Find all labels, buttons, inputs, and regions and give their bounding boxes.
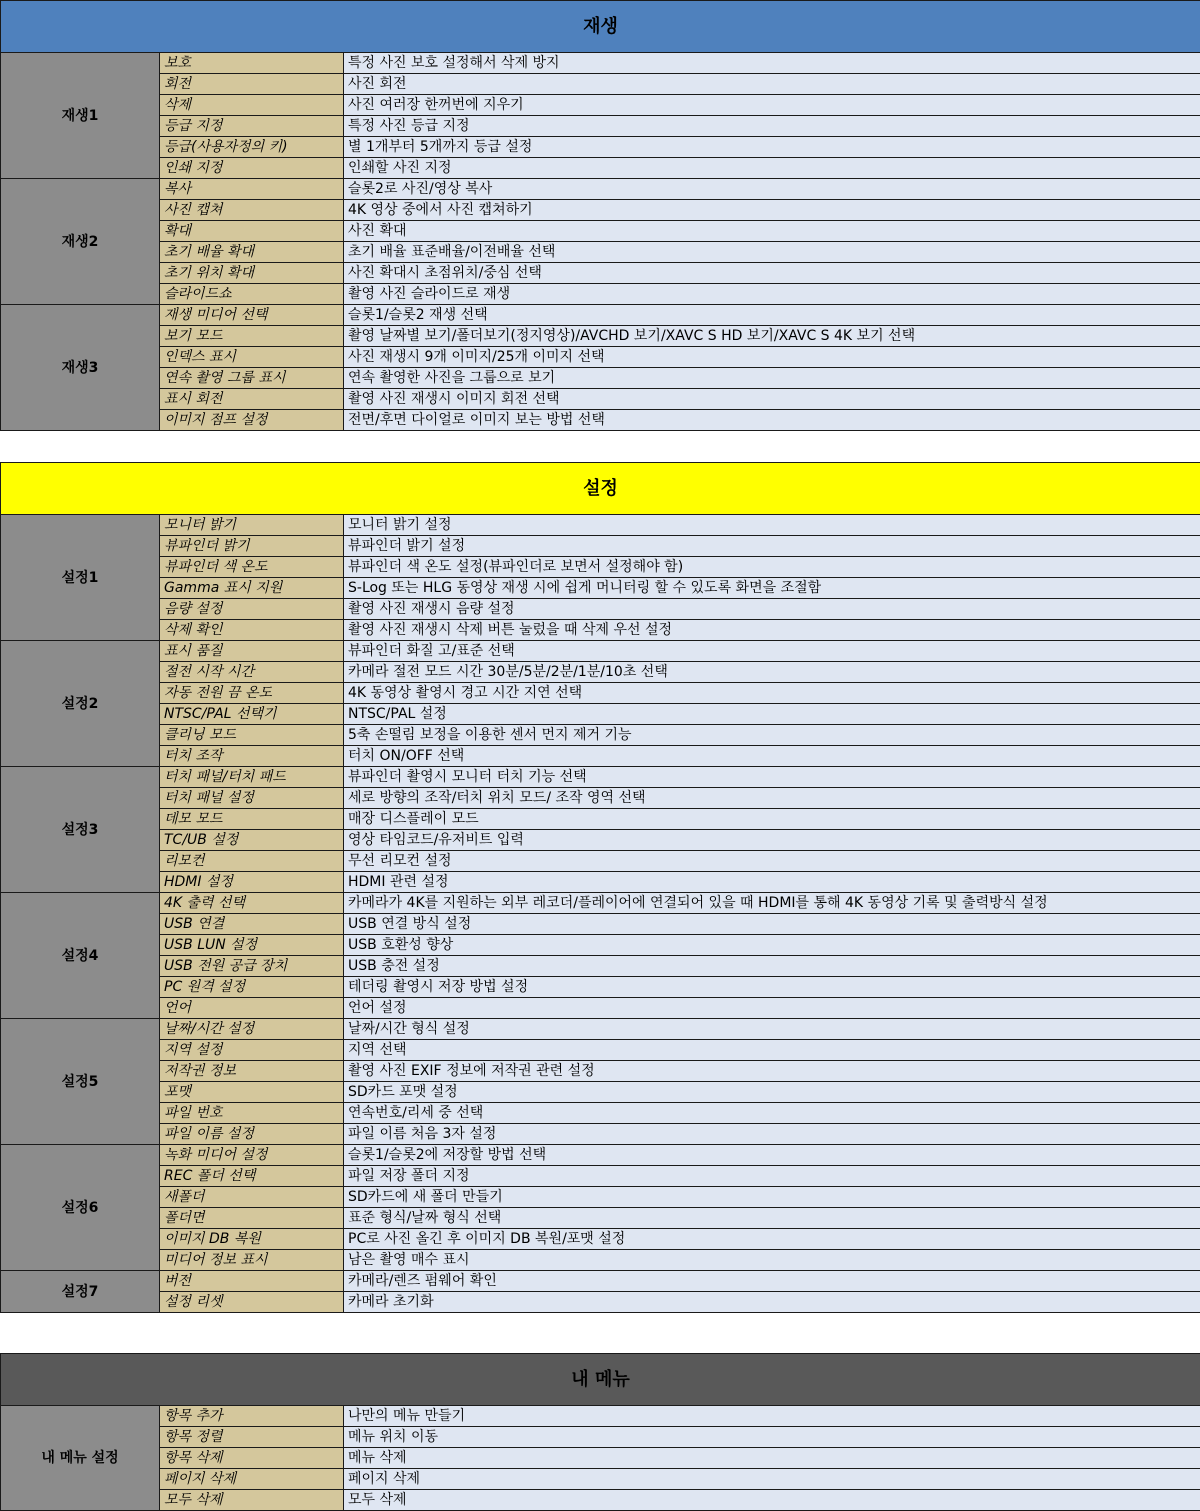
menu-item-description: 테더링 촬영시 저장 방법 설정 (344, 977, 1200, 998)
menu-item-description: SD카드 포맷 설정 (344, 1082, 1200, 1103)
menu-item-name: 초기 위치 확대 (160, 263, 344, 284)
table-row (1, 242, 1200, 263)
menu-item-name: REC 폴더 선택 (160, 1166, 344, 1187)
group-label: 재생3 (1, 305, 160, 431)
menu-item-name: 파일 이름 설정 (160, 1124, 344, 1145)
menu-item-name: 사진 캡쳐 (160, 200, 344, 221)
menu-item-description: 연속 촬영한 사진을 그룹으로 보기 (344, 368, 1200, 389)
menu-item-name: 데모 모드 (160, 809, 344, 830)
table-row (1, 179, 1200, 200)
menu-item-name: 확대 (160, 221, 344, 242)
menu-item-name: 터치 조작 (160, 746, 344, 767)
menu-item-name: USB 연결 (160, 914, 344, 935)
menu-item-description: 특정 사진 보호 설정해서 삭제 방지 (344, 53, 1200, 74)
table-row (1, 1292, 1200, 1313)
menu-item-name: NTSC/PAL 선택기 (160, 704, 344, 725)
table-row (1, 137, 1200, 158)
menu-item-name: USB 전원 공급 장치 (160, 956, 344, 977)
table-row (1, 305, 1200, 326)
group-label: 설정2 (1, 641, 160, 767)
table-row (1, 1061, 1200, 1082)
menu-item-name: 파일 번호 (160, 1103, 344, 1124)
section-playback (0, 0, 1200, 431)
table-row (1, 221, 1200, 242)
table-row (1, 746, 1200, 767)
menu-item-name: 절전 시작 시간 (160, 662, 344, 683)
menu-item-description: 남은 촬영 매수 표시 (344, 1250, 1200, 1271)
section-title: 내 메뉴 (1, 1354, 1200, 1406)
menu-item-description: 전면/후면 다이얼로 이미지 보는 방법 선택 (344, 410, 1200, 431)
menu-item-name: 초기 배율 확대 (160, 242, 344, 263)
menu-item-name: 저작권 정보 (160, 1061, 344, 1082)
table-row (1, 1040, 1200, 1061)
menu-item-description: 세로 방향의 조작/터치 위치 모드/ 조작 영역 선택 (344, 788, 1200, 809)
menu-table (0, 462, 1200, 1313)
menu-item-name: 삭제 확인 (160, 620, 344, 641)
menu-item-description: 초기 배율 표준배율/이전배율 선택 (344, 242, 1200, 263)
menu-item-description: 특정 사진 등급 지정 (344, 116, 1200, 137)
menu-item-description: 메뉴 위치 이동 (344, 1427, 1200, 1448)
table-row (1, 1208, 1200, 1229)
menu-item-description: 페이지 삭제 (344, 1469, 1200, 1490)
menu-item-name: 등급(사용자정의 키) (160, 137, 344, 158)
menu-item-name: 보기 모드 (160, 326, 344, 347)
table-row (1, 1082, 1200, 1103)
table-row (1, 1019, 1200, 1040)
menu-item-name: 복사 (160, 179, 344, 200)
table-row (1, 788, 1200, 809)
table-row (1, 116, 1200, 137)
menu-item-description: 지역 선택 (344, 1040, 1200, 1061)
menu-item-name: 날짜/시간 설정 (160, 1019, 344, 1040)
table-row (1, 1406, 1200, 1427)
menu-item-name: 표시 회전 (160, 389, 344, 410)
menu-item-name: 터치 패널 설정 (160, 788, 344, 809)
table-row (1, 851, 1200, 872)
group-label: 설정5 (1, 1019, 160, 1145)
table-row (1, 95, 1200, 116)
table-row (1, 1103, 1200, 1124)
menu-item-name: 폴더면 (160, 1208, 344, 1229)
group-label: 설정1 (1, 515, 160, 641)
menu-item-description: 연속번호/리세 중 선택 (344, 1103, 1200, 1124)
menu-item-name: 모니터 밝기 (160, 515, 344, 536)
section-title: 설정 (1, 463, 1200, 515)
menu-item-description: 슬롯2로 사진/영상 복사 (344, 179, 1200, 200)
table-row (1, 53, 1200, 74)
menu-item-description: 메뉴 삭제 (344, 1448, 1200, 1469)
table-row (1, 809, 1200, 830)
table-row (1, 1124, 1200, 1145)
menu-item-description: 매장 디스플레이 모드 (344, 809, 1200, 830)
table-row (1, 830, 1200, 851)
table-row (1, 872, 1200, 893)
menu-item-name: 이미지 DB 복원 (160, 1229, 344, 1250)
menu-item-description: 슬롯1/슬롯2 재생 선택 (344, 305, 1200, 326)
menu-item-name: TC/UB 설정 (160, 830, 344, 851)
menu-item-description: USB 충전 설정 (344, 956, 1200, 977)
group-label: 설정3 (1, 767, 160, 893)
menu-item-description: 모두 삭제 (344, 1490, 1200, 1511)
menu-item-name: 이미지 점프 설정 (160, 410, 344, 431)
table-row (1, 1166, 1200, 1187)
menu-item-name: Gamma 표시 지원 (160, 578, 344, 599)
menu-item-name: 뷰파인더 밝기 (160, 536, 344, 557)
menu-item-description: 4K 영상 중에서 사진 캡쳐하기 (344, 200, 1200, 221)
menu-item-description: 촬영 사진 재생시 음량 설정 (344, 599, 1200, 620)
table-row (1, 977, 1200, 998)
menu-item-description: 사진 회전 (344, 74, 1200, 95)
table-row (1, 536, 1200, 557)
menu-table (0, 0, 1200, 431)
menu-item-name: PC 원격 설정 (160, 977, 344, 998)
table-row (1, 767, 1200, 788)
menu-item-description: 날짜/시간 형식 설정 (344, 1019, 1200, 1040)
table-row (1, 914, 1200, 935)
section-title: 재생 (1, 1, 1200, 53)
menu-item-description: 5축 손떨림 보정을 이용한 센서 먼지 제거 기능 (344, 725, 1200, 746)
menu-item-description: 사진 여러장 한꺼번에 지우기 (344, 95, 1200, 116)
table-row (1, 263, 1200, 284)
menu-item-name: 인덱스 표시 (160, 347, 344, 368)
menu-item-description: 촬영 사진 슬라이드로 재생 (344, 284, 1200, 305)
table-row (1, 641, 1200, 662)
table-row (1, 515, 1200, 536)
menu-item-name: 페이지 삭제 (160, 1469, 344, 1490)
group-label: 설정6 (1, 1145, 160, 1271)
menu-item-name: 보호 (160, 53, 344, 74)
menu-item-name: 뷰파인더 색 온도 (160, 557, 344, 578)
menu-item-description: 카메라 절전 모드 시간 30분/5분/2분/1분/10초 선택 (344, 662, 1200, 683)
table-row (1, 1145, 1200, 1166)
group-label: 재생2 (1, 179, 160, 305)
menu-item-name: 등급 지정 (160, 116, 344, 137)
table-row (1, 1229, 1200, 1250)
menu-item-description: 4K 동영상 촬영시 경고 시간 지연 선택 (344, 683, 1200, 704)
table-row (1, 1469, 1200, 1490)
table-row (1, 683, 1200, 704)
table-row (1, 578, 1200, 599)
menu-item-name: 항목 삭제 (160, 1448, 344, 1469)
menu-item-name: 포맷 (160, 1082, 344, 1103)
group-label: 설정7 (1, 1271, 160, 1313)
menu-item-description: 카메라 초기화 (344, 1292, 1200, 1313)
menu-item-description: 인쇄할 사진 지정 (344, 158, 1200, 179)
menu-item-name: 음량 설정 (160, 599, 344, 620)
menu-item-name: 녹화 미디어 설정 (160, 1145, 344, 1166)
menu-item-description: NTSC/PAL 설정 (344, 704, 1200, 725)
menu-item-description: 촬영 사진 재생시 삭제 버튼 눌렀을 때 삭제 우선 설정 (344, 620, 1200, 641)
table-row (1, 620, 1200, 641)
table-row (1, 935, 1200, 956)
menu-item-description: USB 호환성 향상 (344, 935, 1200, 956)
menu-item-description: 촬영 날짜별 보기/폴더보기(정지영상)/AVCHD 보기/XAVC S HD 보기/XAVC S 4K 보기 선택 (344, 326, 1200, 347)
group-label: 설정4 (1, 893, 160, 1019)
menu-item-description: USB 연결 방식 설정 (344, 914, 1200, 935)
menu-item-description: 촬영 사진 EXIF 정보에 저작권 관련 설정 (344, 1061, 1200, 1082)
table-row (1, 893, 1200, 914)
menu-item-description: 뷰파인더 밝기 설정 (344, 536, 1200, 557)
table-row (1, 410, 1200, 431)
menu-item-name: 지역 설정 (160, 1040, 344, 1061)
menu-item-description: S-Log 또는 HLG 동영상 재생 시에 쉽게 머니터링 할 수 있도록 화면을 조절함 (344, 578, 1200, 599)
table-row (1, 998, 1200, 1019)
table-row (1, 599, 1200, 620)
group-label: 내 메뉴 설정 (1, 1406, 160, 1511)
table-row (1, 725, 1200, 746)
table-row (1, 368, 1200, 389)
table-row (1, 1427, 1200, 1448)
table-row (1, 1271, 1200, 1292)
table-row (1, 956, 1200, 977)
table-row (1, 662, 1200, 683)
menu-item-description: 영상 타임코드/유저비트 입력 (344, 830, 1200, 851)
menu-item-name: 버전 (160, 1271, 344, 1292)
menu-item-name: 터치 패널/터치 패드 (160, 767, 344, 788)
menu-item-description: 사진 재생시 9개 이미지/25개 이미지 선택 (344, 347, 1200, 368)
menu-item-description: 파일 저장 폴더 지정 (344, 1166, 1200, 1187)
menu-item-description: 별 1개부터 5개까지 등급 설정 (344, 137, 1200, 158)
menu-item-name: 항목 정렬 (160, 1427, 344, 1448)
menu-item-description: 뷰파인더 화질 고/표준 선택 (344, 641, 1200, 662)
menu-item-description: 카메라/렌즈 펌웨어 확인 (344, 1271, 1200, 1292)
table-row (1, 200, 1200, 221)
table-row (1, 326, 1200, 347)
table-row (1, 1187, 1200, 1208)
menu-item-name: 4K 출력 선택 (160, 893, 344, 914)
menu-item-name: 연속 촬영 그룹 표시 (160, 368, 344, 389)
menu-item-name: HDMI 설정 (160, 872, 344, 893)
menu-item-description: 뷰파인더 색 온도 설정(뷰파인더로 보면서 설정해야 함) (344, 557, 1200, 578)
menu-item-name: 삭제 (160, 95, 344, 116)
table-row (1, 284, 1200, 305)
menu-item-name: 설정 리셋 (160, 1292, 344, 1313)
menu-item-description: 카메라가 4K를 지원하는 외부 레코더/플레이어에 연결되어 있을 때 HDMI를 통해 4K 동영상 기록 및 출력방식 설정 (344, 893, 1200, 914)
table-row (1, 1448, 1200, 1469)
menu-item-name: 회전 (160, 74, 344, 95)
menu-item-name: 모두 삭제 (160, 1490, 344, 1511)
table-row (1, 704, 1200, 725)
menu-item-description: 표준 형식/날짜 형식 선택 (344, 1208, 1200, 1229)
menu-item-description: 모니터 밝기 설정 (344, 515, 1200, 536)
menu-item-name: 클리닝 모드 (160, 725, 344, 746)
group-label: 재생1 (1, 53, 160, 179)
section-setup (0, 462, 1200, 1313)
menu-item-name: 미디어 정보 표시 (160, 1250, 344, 1271)
table-row (1, 1490, 1200, 1511)
menu-item-description: 촬영 사진 재생시 이미지 회전 선택 (344, 389, 1200, 410)
menu-item-description: 무선 리모컨 설정 (344, 851, 1200, 872)
table-row (1, 389, 1200, 410)
menu-item-description: 슬롯1/슬롯2에 저장할 방법 선택 (344, 1145, 1200, 1166)
menu-item-name: 표시 품질 (160, 641, 344, 662)
table-row (1, 557, 1200, 578)
table-row (1, 74, 1200, 95)
menu-item-name: 인쇄 지정 (160, 158, 344, 179)
menu-item-name: 자동 전원 끔 온도 (160, 683, 344, 704)
menu-item-description: PC로 사진 올긴 후 이미지 DB 복원/포맷 설정 (344, 1229, 1200, 1250)
menu-item-name: 새폴더 (160, 1187, 344, 1208)
menu-item-description: SD카드에 새 폴더 만들기 (344, 1187, 1200, 1208)
menu-item-description: 터치 ON/OFF 선택 (344, 746, 1200, 767)
menu-item-name: 리모컨 (160, 851, 344, 872)
menu-item-name: 언어 (160, 998, 344, 1019)
menu-item-description: 사진 확대 (344, 221, 1200, 242)
menu-item-description: 뷰파인더 촬영시 모니터 터치 기능 선택 (344, 767, 1200, 788)
menu-item-name: 슬라이드쇼 (160, 284, 344, 305)
table-row (1, 347, 1200, 368)
menu-item-description: 나만의 메뉴 만들기 (344, 1406, 1200, 1427)
menu-item-name: 재생 미디어 선택 (160, 305, 344, 326)
menu-item-description: HDMI 관련 설정 (344, 872, 1200, 893)
menu-table (0, 1353, 1200, 1511)
section-my-menu (0, 1353, 1200, 1511)
table-row (1, 1250, 1200, 1271)
menu-item-description: 파일 이름 처음 3자 설정 (344, 1124, 1200, 1145)
menu-item-name: USB LUN 설정 (160, 935, 344, 956)
menu-item-description: 사진 확대시 초점위치/중심 선택 (344, 263, 1200, 284)
menu-item-description: 언어 설정 (344, 998, 1200, 1019)
table-row (1, 158, 1200, 179)
menu-item-name: 항목 추가 (160, 1406, 344, 1427)
